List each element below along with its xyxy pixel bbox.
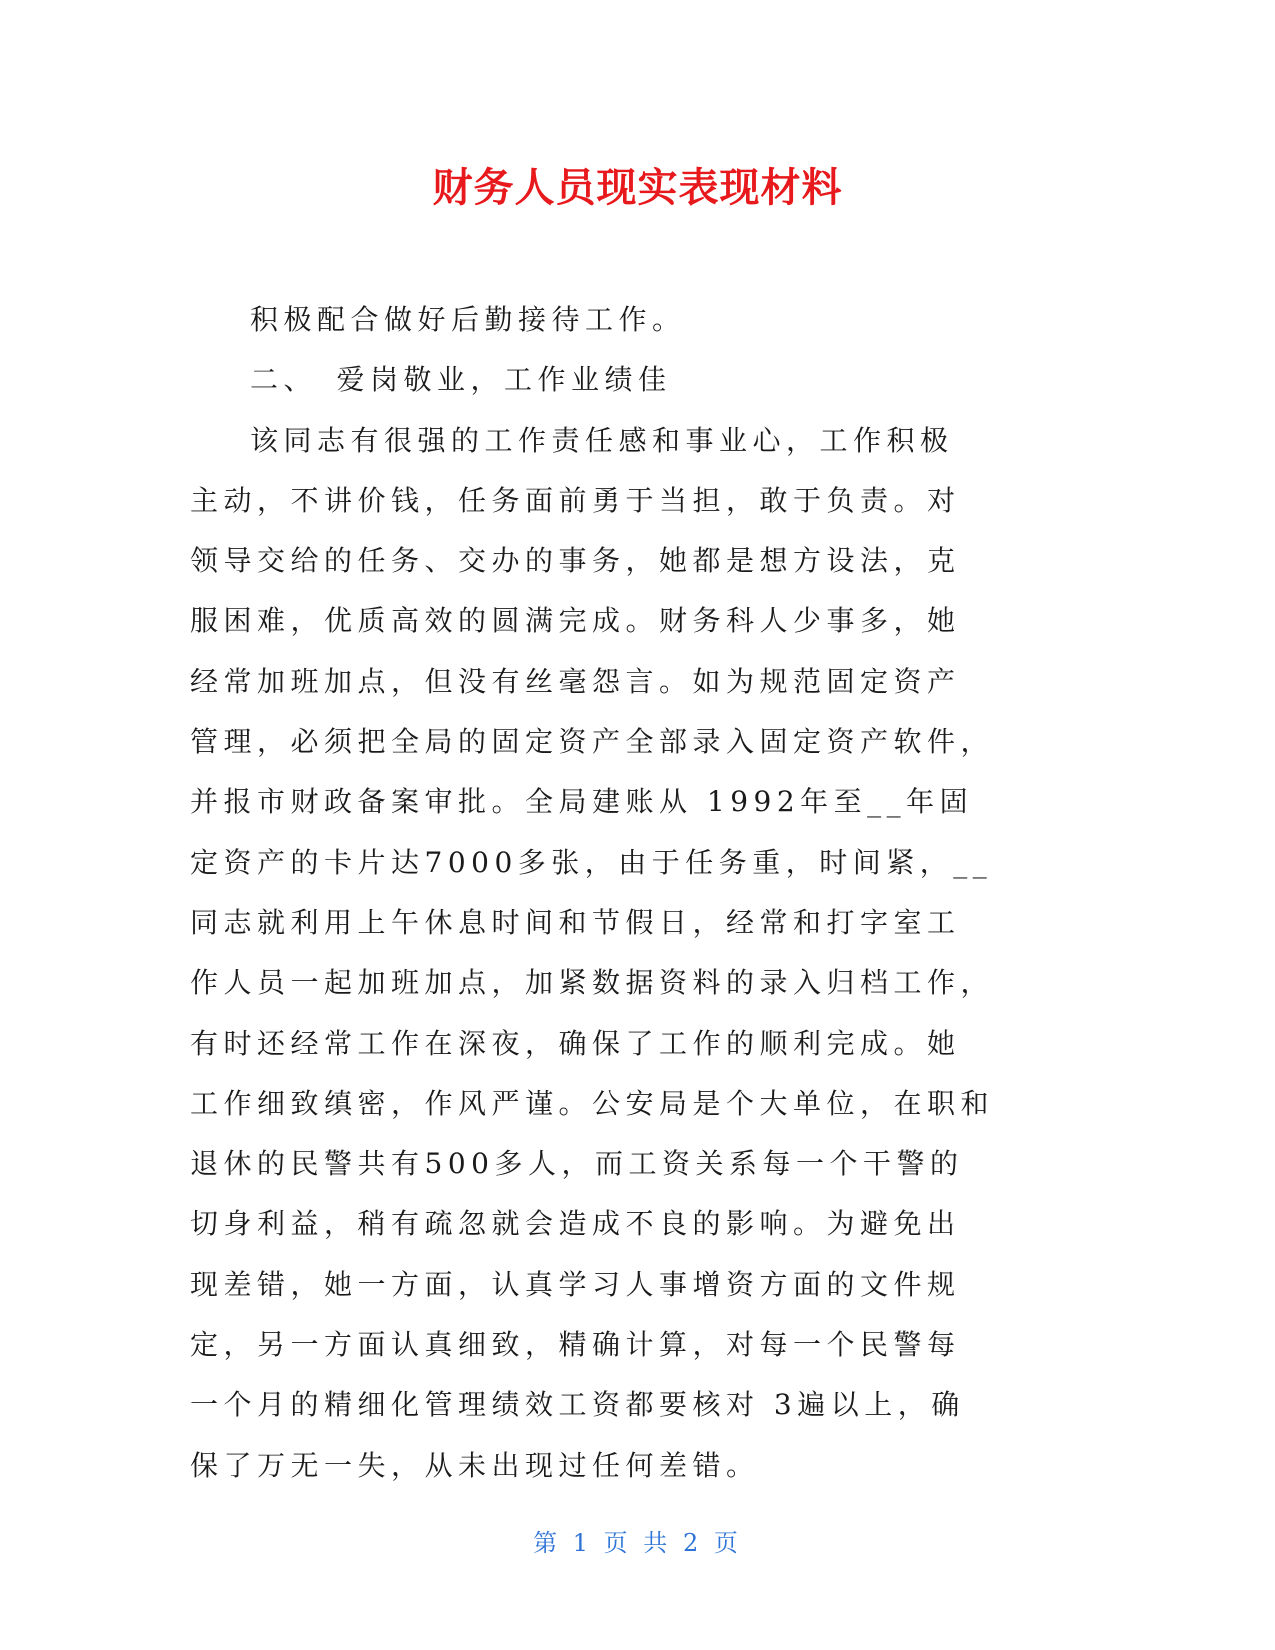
body-line: 切身利益，稍有疏忽就会造成不良的影响。为避免出 — [190, 1207, 961, 1241]
body-line: 退休的民警共有500多人，而工资关系每一个干警的 — [190, 1147, 964, 1181]
body-line: 一个月的精细化管理绩效工资都要核对 3遍以上，确 — [190, 1388, 965, 1422]
body-line: 并报市财政备案审批。全局建账从 1992年至__年固 — [190, 785, 974, 819]
body-line: 工作细致缜密，作风严谨。公安局是个大单位，在职和 — [190, 1086, 995, 1120]
body-line: 定资产的卡片达7000多张，由于任务重，时间紧，__ — [190, 845, 993, 879]
page-number-footer: 第 1 页 共 2 页 — [533, 1529, 742, 1557]
document-title: 财务人员现实表现材料 — [432, 165, 843, 211]
section-heading: 二、 爱岗敬业，工作业绩佳 — [250, 363, 672, 397]
body-line: 管理，必须把全局的固定资产全部录入固定资产软件， — [190, 725, 995, 759]
body-line: 领导交给的任务、交办的事务，她都是想方设法，克 — [190, 544, 961, 578]
body-line: 主动，不讲价钱，任务面前勇于当担，敢于负责。对 — [190, 483, 961, 517]
document-body — [190, 290, 995, 1496]
body-line: 保了万无一失，从未出现过任何差错。 — [190, 1448, 760, 1482]
body-line: 现差错，她一方面，认真学习人事增资方面的文件规 — [190, 1267, 961, 1301]
body-line: 经常加班加点，但没有丝毫怨言。如为规范固定资产 — [190, 664, 961, 698]
body-line: 服困难，优质高效的圆满完成。财务科人少事多，她 — [190, 604, 961, 638]
body-line: 该同志有很强的工作责任感和事业心，工作积极 — [250, 423, 954, 457]
body-line: 定，另一方面认真细致，精确计算，对每一个民警每 — [190, 1328, 961, 1362]
body-line: 作人员一起加班加点，加紧数据资料的录入归档工作， — [190, 966, 995, 1000]
body-line: 同志就利用上午休息时间和节假日，经常和打字室工 — [190, 905, 961, 939]
body-line: 积极配合做好后勤接待工作。 — [250, 303, 686, 336]
body-line: 有时还经常工作在深夜，确保了工作的顺利完成。她 — [190, 1026, 961, 1060]
